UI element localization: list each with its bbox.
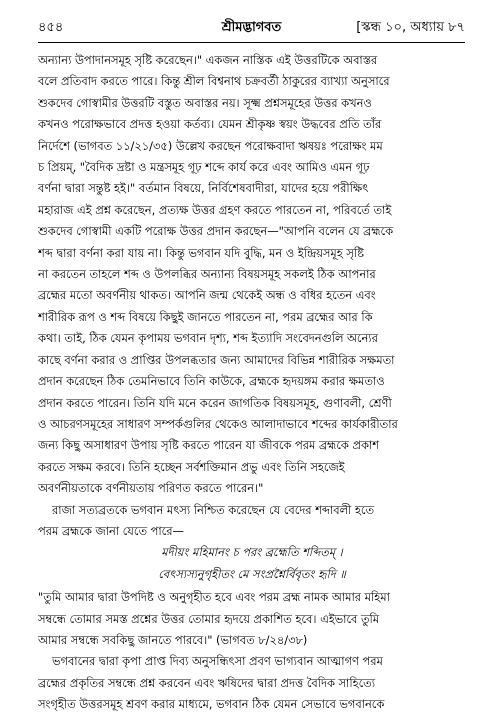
- text-line: অন্যান্য উপাদানসমূহ সৃষ্টি করেছেন।" একজন নাস্তিক এই উত্তরটিকে অবাস্তর: [38, 53, 378, 67]
- text-line: কাছে বর্ণনা করার ও প্রাপ্তির উপলব্ধতার জন্য আমাদের বিভিন্ন শারীরিক সক্ষমতা: [38, 352, 395, 367]
- text-line: মহারাজ এই প্রশ্ন করেছেন, প্রত্যক্ষ উত্তর গ্রহণ করতে পারতেন না, পরিবর্তে তাই: [38, 202, 392, 217]
- verse-line: বেৎস্যস্যনুগৃহীতং মে সংপ্রশ্নৈর্বিবৃতং হৃদি ॥: [158, 566, 346, 581]
- verse-translation: [38, 587, 466, 651]
- chapter-reference: [স্কন্ধ ১০, অধ্যায় ৮৭: [356, 20, 465, 35]
- verse-line: মদীয়ং মহিমানং চ পরং ব্রহ্মেতি শব্দিতম্ ।: [161, 545, 343, 560]
- text-line: কথা। তাই, ঠিক যেমন কৃপাময় ভগবান দৃশ্য, শব্দ ইত্যাদি সংবেদনগুলি অন্যের: [38, 331, 378, 346]
- text-line: চ প্রিয়ম্, "বৈদিক দ্রষ্টা ও মন্ত্রসমূহ গূঢ় শব্দে কার্য করে এবং আমিও এমন গূঢ়: [38, 160, 370, 175]
- text-line: শব্দ দ্বারা বর্ণনা করা যায় না। কিন্তু ভগবান যদি বুদ্ধি, মন ও ইন্দ্রিয়সমূহ সৃষ্টি: [38, 245, 364, 260]
- paragraph-closing: [38, 651, 466, 715]
- text-line: শারীরিক রূপ ও শব্দ বিষয়ে কিছুই জানতে পারতেন না, পরম ব্রহ্মের আর কি: [38, 309, 373, 324]
- text-line: বর্ণনা দ্বারা সন্তুষ্ট হই।" বর্তমান বিষয়ে, নির্বিশেষবাদীরা, যাদের হয়ে পরীক্ষিৎ: [38, 181, 369, 196]
- text-line: করতে সক্ষম করবে। তিনি হচ্ছেন সর্বশক্তিমান প্রভু এবং তিনি সহজেই: [38, 459, 345, 474]
- text-line: ব্রহ্মের মতো অবর্ণনীয় থাকত। আপনি জন্ম থেকেই অন্ধ ও বধির হতেন এবং: [38, 288, 376, 303]
- text-line: সংগৃহীত উত্তরসমূহ শ্রবণ করার মাধ্যমে, ভগবান ঠিক যেমন সেভাবে ভগবানকে: [38, 697, 385, 712]
- page-body: [38, 50, 466, 716]
- text-line: বলে প্রতিবাদ করতে পারে। কিন্তু শ্রীল বিশ্বনাথ চক্রবর্তী ঠাকুরের ব্যাখ্যা অনুসারে: [38, 74, 390, 89]
- text-line: না করতেন তাহলে শব্দ ও উপলব্ধির অন্যান্য বিষয়সমূহ সকলই ঠিক আপনার: [38, 267, 376, 282]
- text-line: রাজা সত্যব্রতকে ভগবান মৎস্য নিশ্চিত করেছেন যে বেদের শব্দাবলী হতে: [52, 502, 375, 517]
- page-header: [38, 18, 465, 40]
- sanskrit-verse: [38, 542, 466, 585]
- page-number: ৪৫৪: [38, 20, 64, 35]
- book-title: শ্রীমদ্ভাগবত: [221, 20, 282, 35]
- text-line: শুকদেব গোস্বামীর উত্তরটি বস্তুত অবাস্তর নয়। সূক্ষ্ম প্রশ্নসমূহের উত্তর কখনও: [38, 95, 372, 110]
- text-line: ব্রহ্মের প্রকৃতির সম্বন্ধে প্রশ্ন করবেন এবং ঋষিদের দ্বারা প্রদত্ত বৈদিক সাহিত্যে: [38, 675, 376, 690]
- text-line: শুকদেব গোস্বামী একটি পরোক্ষ উত্তর প্রদান করছেন—"আপনি বলেন যে ব্রহ্মকে: [38, 224, 394, 239]
- header-rule: [38, 42, 465, 43]
- paragraph-matsya: [38, 500, 466, 543]
- text-line: জন্য কিছু অসাধারণ উপায় সৃষ্টি করতে পারেন যা জীবকে পরম ব্রহ্মকে প্রকাশ: [38, 438, 379, 453]
- text-line: "তুমি আমার দ্বারা উপদিষ্ট ও অনুগৃহীত হবে এবং পরম ব্রহ্ম নামক আমার মহিমা: [38, 590, 390, 605]
- text-line: আমার সম্বন্ধে সবকিছু জানতে পারবে।" (ভাগবত ৮/২৪/৩৮): [38, 632, 308, 647]
- text-line: ভগবানের দ্বারা কৃপা প্রাপ্ত দিব্য অনুসন্ধিৎসা প্রবণ ভাগ্যবান আত্মাগণ পরম: [52, 654, 383, 669]
- paragraph-commentary: [38, 50, 466, 500]
- text-line: প্রদান করতে পারেন। তিনি যদি মনে করেন জাগতিক বিষয়সমূহ, গুণাবলী, শ্রেণী: [38, 395, 392, 410]
- text-line: সম্বন্ধে তোমার সমস্ত প্রশ্নের উত্তর তোমার হৃদয়ে প্রকাশিত হবে। এইভাবে তুমি: [38, 611, 380, 626]
- text-line: পরম ব্রহ্মকে জানা যেতে পারে—: [38, 523, 184, 538]
- text-line: ও আচরণসমূহের সাধারণ সম্পর্কগুলির থেকেও আলাদাভাবে শব্দের কার্যকারীতার: [38, 416, 398, 431]
- text-line: নির্দেশে (ভাগবত ১১/২১/৩৫) উল্লেখ করছেন পরোক্ষবাদা ঋষয়ঃ পরোক্ষং মম: [38, 138, 383, 153]
- text-line: প্রদান করেছেন ঠিক তেমনিভাবে তিনি কাউকে, ব্রহ্মকে হৃদয়ঙ্গম করার ক্ষমতাও: [38, 374, 385, 389]
- text-line: কখনও পরোক্ষভাবে প্রদত্ত হওয়া কর্তব্য। যেমন শ্রীকৃষ্ণ স্বয়ং উদ্ধবের প্রতি তাঁর: [38, 117, 382, 132]
- text-line: অবর্ণনীয়তাকে বর্ণনীয়তায় পরিণত করতে পারেন।": [38, 481, 264, 496]
